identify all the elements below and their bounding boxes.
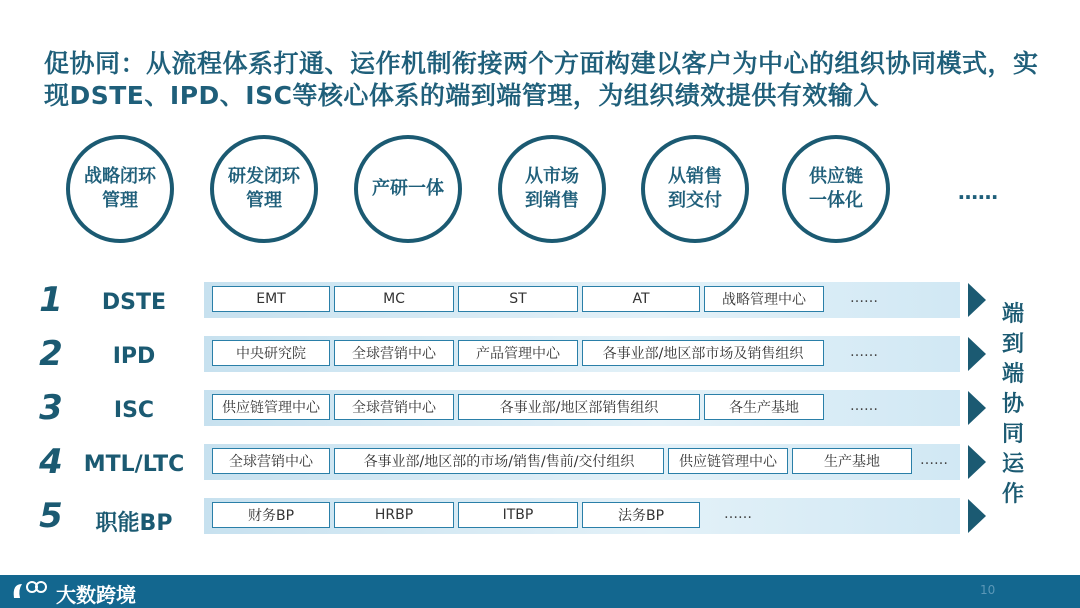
row-number: 4 [39,442,63,482]
row-label-mtl-ltc: MTL/LTC [83,452,185,477]
brand-logo-icon [10,578,50,604]
cell-bu-market-sales: 各事业部/地区部市场及销售组织 [582,340,824,366]
row-bar-ipd [204,336,960,372]
side-char: 端 [1001,362,1024,387]
side-char: 作 [1001,482,1024,507]
cell-production-bases: 各生产基地 [704,394,824,420]
row-number: 5 [39,496,63,536]
row-ellipsis: …… [850,290,878,306]
row-label-isc: ISC [113,398,155,423]
side-label-end-to-end [996,300,1030,510]
footer-bar [0,575,1080,608]
row-number: 1 [39,280,63,320]
circle-sales-to-delivery: 从销售 到交付 [641,135,749,243]
row-label-ipd: IPD [112,344,156,369]
cell-global-marketing: 全球营销中心 [212,448,330,474]
side-char: 端 [1001,302,1024,327]
row-ellipsis: …… [724,506,752,522]
cell-production-base: 生产基地 [792,448,912,474]
cell-st: ST [458,286,578,312]
row-label-functional-bp: 职能BP [95,511,173,536]
cell-central-research: 中央研究院 [212,340,330,366]
row-ellipsis: …… [850,344,878,360]
cell-at: AT [582,286,700,312]
cell-legal-bp: 法务BP [582,502,700,528]
row-ellipsis: …… [850,398,878,414]
circles-ellipsis: …… [958,180,998,204]
circle-strategy-loop: 战略闭环 管理 [66,135,174,243]
arrow-right-icon [968,499,986,533]
row-bar-dste [204,282,960,318]
circle-market-to-sales: 从市场 到销售 [498,135,606,243]
arrow-right-icon [968,337,986,371]
cell-supply-chain-center: 供应链管理中心 [668,448,788,474]
cell-emt: EMT [212,286,330,312]
side-char: 到 [1001,332,1024,357]
circle-supply-chain: 供应链 一体化 [782,135,890,243]
cell-bu-sales: 各事业部/地区部销售组织 [458,394,700,420]
circle-rnd-loop: 研发闭环 管理 [210,135,318,243]
cell-strategy-center: 战略管理中心 [704,286,824,312]
page-number: 10 [980,583,996,597]
cell-global-marketing: 全球营销中心 [334,394,454,420]
row-number: 2 [39,334,63,374]
row-number: 3 [39,388,63,428]
cell-product-mgmt: 产品管理中心 [458,340,578,366]
cell-itbp: ITBP [458,502,578,528]
row-bar-isc [204,390,960,426]
slide-title: 促协同：从流程体系打通、运作机制衔接两个方面构建以客户为中心的组织协同模式，实现DSTE、IPD、ISC等核心体系的端到端管理，为组织绩效提供有效输入 [44,49,1039,110]
brand-name: 大数跨境 [56,583,136,607]
cell-global-marketing: 全球营销中心 [334,340,454,366]
row-bar-functional-bp [204,498,960,534]
cell-finance-bp: 财务BP [212,502,330,528]
row-ellipsis: …… [920,452,948,468]
cell-hrbp: HRBP [334,502,454,528]
arrow-right-icon [968,391,986,425]
side-char: 运 [1001,452,1024,477]
arrow-right-icon [968,445,986,479]
row-label-dste: DSTE [101,290,167,315]
cell-supply-chain-center: 供应链管理中心 [212,394,330,420]
circle-product-rnd: 产研一体 [354,135,462,243]
side-char: 同 [1001,422,1024,447]
cell-bu-market-sales-delivery: 各事业部/地区部的市场/销售/售前/交付组织 [334,448,664,474]
arrow-right-icon [968,283,986,317]
side-char: 协 [1001,392,1024,417]
row-bar-mtl-ltc [204,444,960,480]
cell-mc: MC [334,286,454,312]
